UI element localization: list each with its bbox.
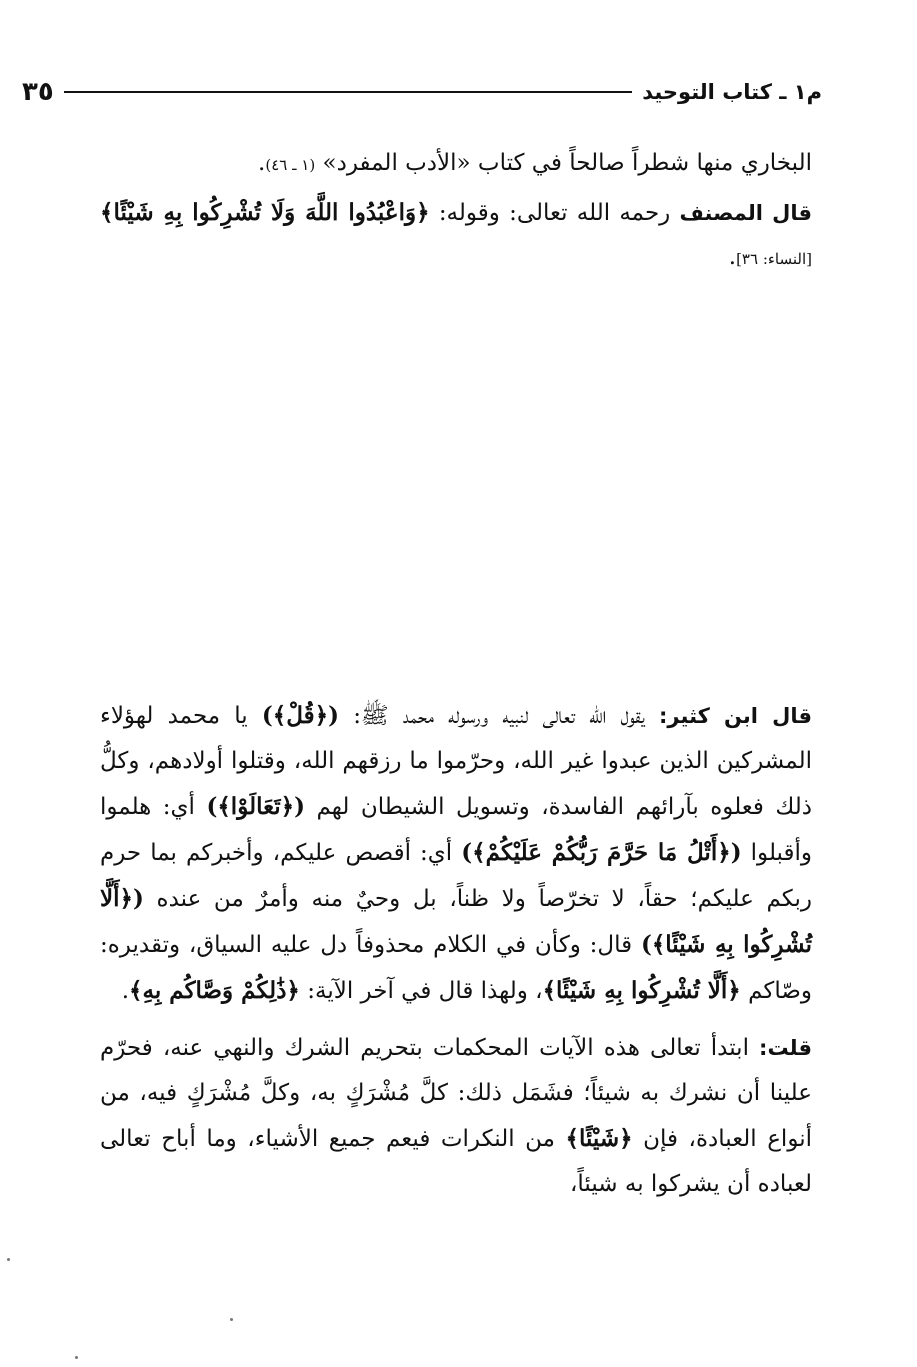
quran-word: (﴿قُلْ﴾)	[261, 702, 340, 729]
quran-word: ﴿شَيْئًا﴾	[565, 1125, 633, 1152]
paragraph-text: أي: هلموا وأقبلوا	[100, 794, 812, 866]
paragraph-bukhari	[100, 141, 812, 187]
reference: (١ ـ ٤٦)	[265, 156, 316, 174]
paragraph-text: ابتدأ تعالى هذه الآيات المحكمات بتحريم الشرك والنهي عنه، فحرّم علينا أن نشرك به شيئاً؛ فشَمَل ذلك: كلَّ مُشْرَكٍ به، وكلَّ مُشْرَكٍ فيه، من أنواع العبادة، فإن	[100, 1035, 812, 1152]
quran-verse: ﴿أَلَّا تُشْرِكُوا بِهِ شَيْئًا﴾	[542, 977, 741, 1004]
paragraph-text: البخاري منها شطراً صالحاً في كتاب «الأدب المفرد»	[322, 150, 812, 176]
full-stop: .	[121, 978, 130, 1004]
paragraph-text: يا محمد لهؤلاء المشركين الذين عبدوا غير الله، وحرّموا ما رزقهم الله، وقتلوا أولادهم، وكلُّ ذلك فعلوه بآرائهم الفاسدة، وتسويل الشيطان لهم	[100, 703, 813, 820]
quran-verse: ﴿ذَٰلِكُمْ وَصَّاكُم بِهِ﴾	[129, 977, 300, 1004]
top-text-block	[100, 141, 812, 281]
paragraph-text: رحمه الله تعالى: وقوله:	[438, 200, 671, 226]
running-header	[22, 72, 822, 112]
paragraph-text: يقول الله تعالى لنبيه ورسوله محمد ﷺ:	[353, 703, 645, 729]
paragraph-author	[100, 191, 812, 281]
paragraph-ibn-kathir	[100, 693, 812, 1014]
paragraph-text: من النكرات فيعم جميع الأشياء، وما أباح تعالى لعباده أن يشركوا به شيئاً،	[100, 1126, 812, 1197]
chapter-title: م١ ـ كتاب التوحيد	[642, 80, 822, 104]
paragraph-text: أي: أقصص عليكم، وأخبركم بما حرم ربكم عليكم؛ حقاً، لا تخرّصاً ولا ظناً، بل وحيٌ منه وأمرٌ من عنده	[100, 840, 813, 912]
quran-verse: (﴿أَلَّا تُشْرِكُوا بِهِ شَيْئًا﴾)	[100, 885, 812, 958]
page-number: ٣٥	[22, 77, 54, 107]
full-stop: .	[728, 244, 737, 270]
scan-speck	[230, 1318, 233, 1321]
surah-reference: [النساء: ٣٦]	[736, 250, 812, 268]
speaker-label: قال ابن كثير:	[659, 704, 813, 728]
scan-speck	[75, 1356, 78, 1359]
scan-speck	[7, 1258, 10, 1261]
quran-word: (﴿تَعَالَوْا﴾)	[206, 793, 305, 820]
quran-verse: ﴿وَاعْبُدُوا اللَّهَ وَلَا تُشْرِكُوا بِهِ شَيْئًا﴾	[100, 199, 430, 226]
speaker-label: قلت:	[759, 1036, 812, 1060]
paragraph-commentary	[100, 1026, 812, 1207]
bottom-text-block	[100, 693, 812, 1207]
paragraph-text: ، ولهذا قال في آخر الآية:	[307, 978, 543, 1004]
paragraph-text: قال: وكأن في الكلام محذوفاً دل عليه السياق، وتقديره: وصّاكم	[100, 932, 812, 1004]
full-stop: .	[258, 150, 266, 176]
quran-verse: (﴿أَتْلُ مَا حَرَّمَ رَبُّكُمْ عَلَيْكُمْ﴾)	[461, 839, 742, 866]
header-rule	[64, 91, 632, 93]
speaker-label: قال المصنف	[679, 201, 813, 225]
